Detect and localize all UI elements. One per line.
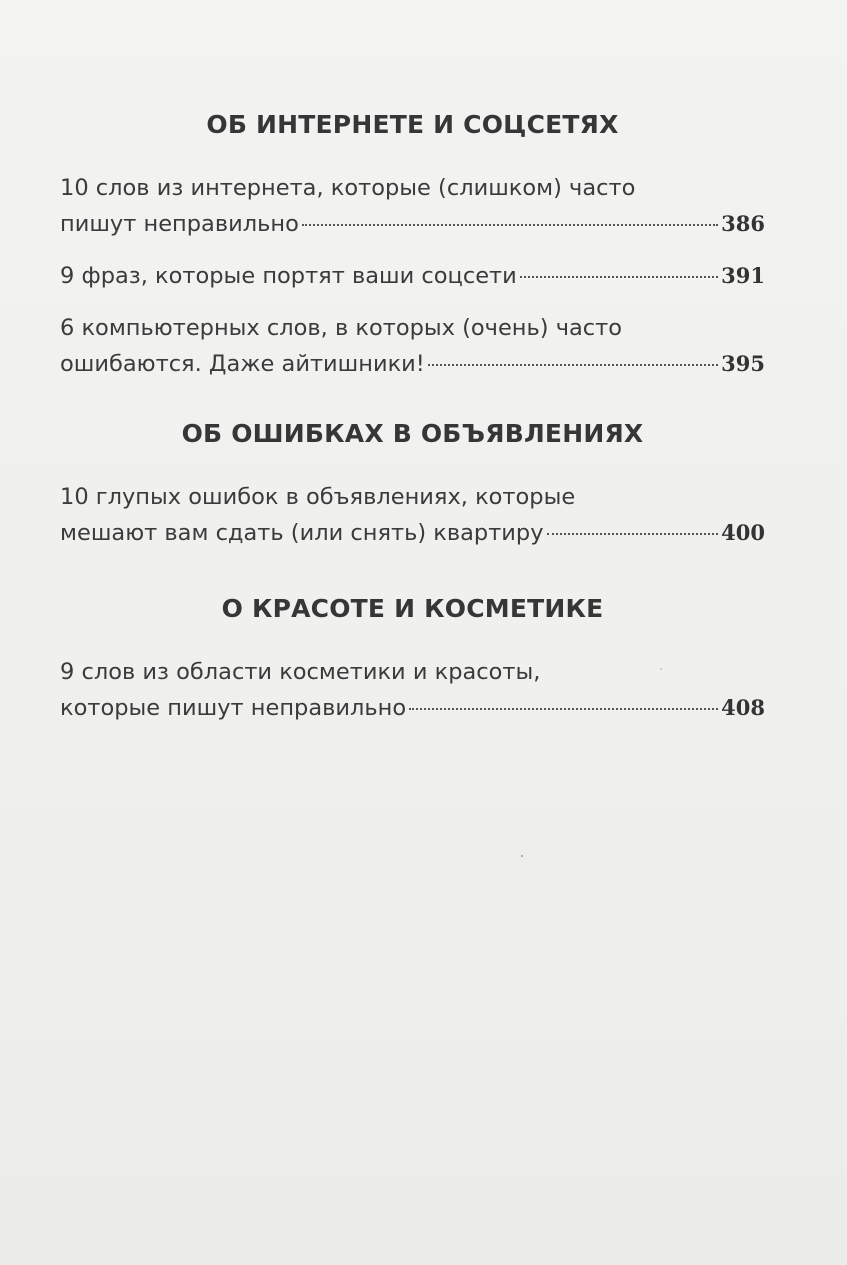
paper-speck — [521, 855, 523, 857]
dot-leader — [409, 708, 718, 710]
entry-title-line: 9 слов из области косметики и красоты, — [60, 659, 541, 685]
page-number: 408 — [721, 695, 765, 720]
section-title: ОБ ИНТЕРНЕТЕ И СОЦСЕТЯХ — [206, 110, 619, 139]
toc-entry[interactable] — [60, 654, 765, 726]
entry-title-line: которые пишут неправильно — [60, 695, 407, 721]
toc-entry[interactable] — [60, 310, 765, 382]
dot-leader — [428, 364, 718, 366]
section-title: О КРАСОТЕ И КОСМЕТИКЕ — [221, 594, 604, 623]
dot-leader — [547, 533, 719, 535]
dot-leader — [520, 276, 718, 278]
page-number: 395 — [721, 351, 765, 376]
section-title: ОБ ОШИБКАХ В ОБЪЯВЛЕНИЯХ — [181, 419, 644, 448]
page-number: 386 — [721, 211, 765, 236]
toc-entry[interactable] — [60, 479, 765, 551]
paper-speck — [660, 668, 662, 670]
entry-title-line: ошибаются. Даже айтишники! — [60, 351, 425, 377]
toc-entry[interactable] — [60, 170, 765, 242]
entry-title-line: пишут неправильно — [60, 211, 299, 237]
dot-leader — [302, 224, 718, 226]
page-number: 391 — [721, 263, 765, 288]
entry-title-line: 10 слов из интернета, которые (слишком) часто — [60, 175, 636, 201]
entry-title-line: 6 компьютерных слов, в которых (очень) часто — [60, 315, 623, 341]
toc-entry[interactable] — [60, 258, 765, 294]
entry-title-line: 10 глупых ошибок в объявлениях, которые — [60, 484, 576, 510]
entry-title-line: мешают вам сдать (или снять) квартиру — [60, 520, 544, 546]
entry-title-line: 9 фраз, которые портят ваши соцсети — [60, 263, 517, 289]
page-number: 400 — [721, 520, 765, 545]
